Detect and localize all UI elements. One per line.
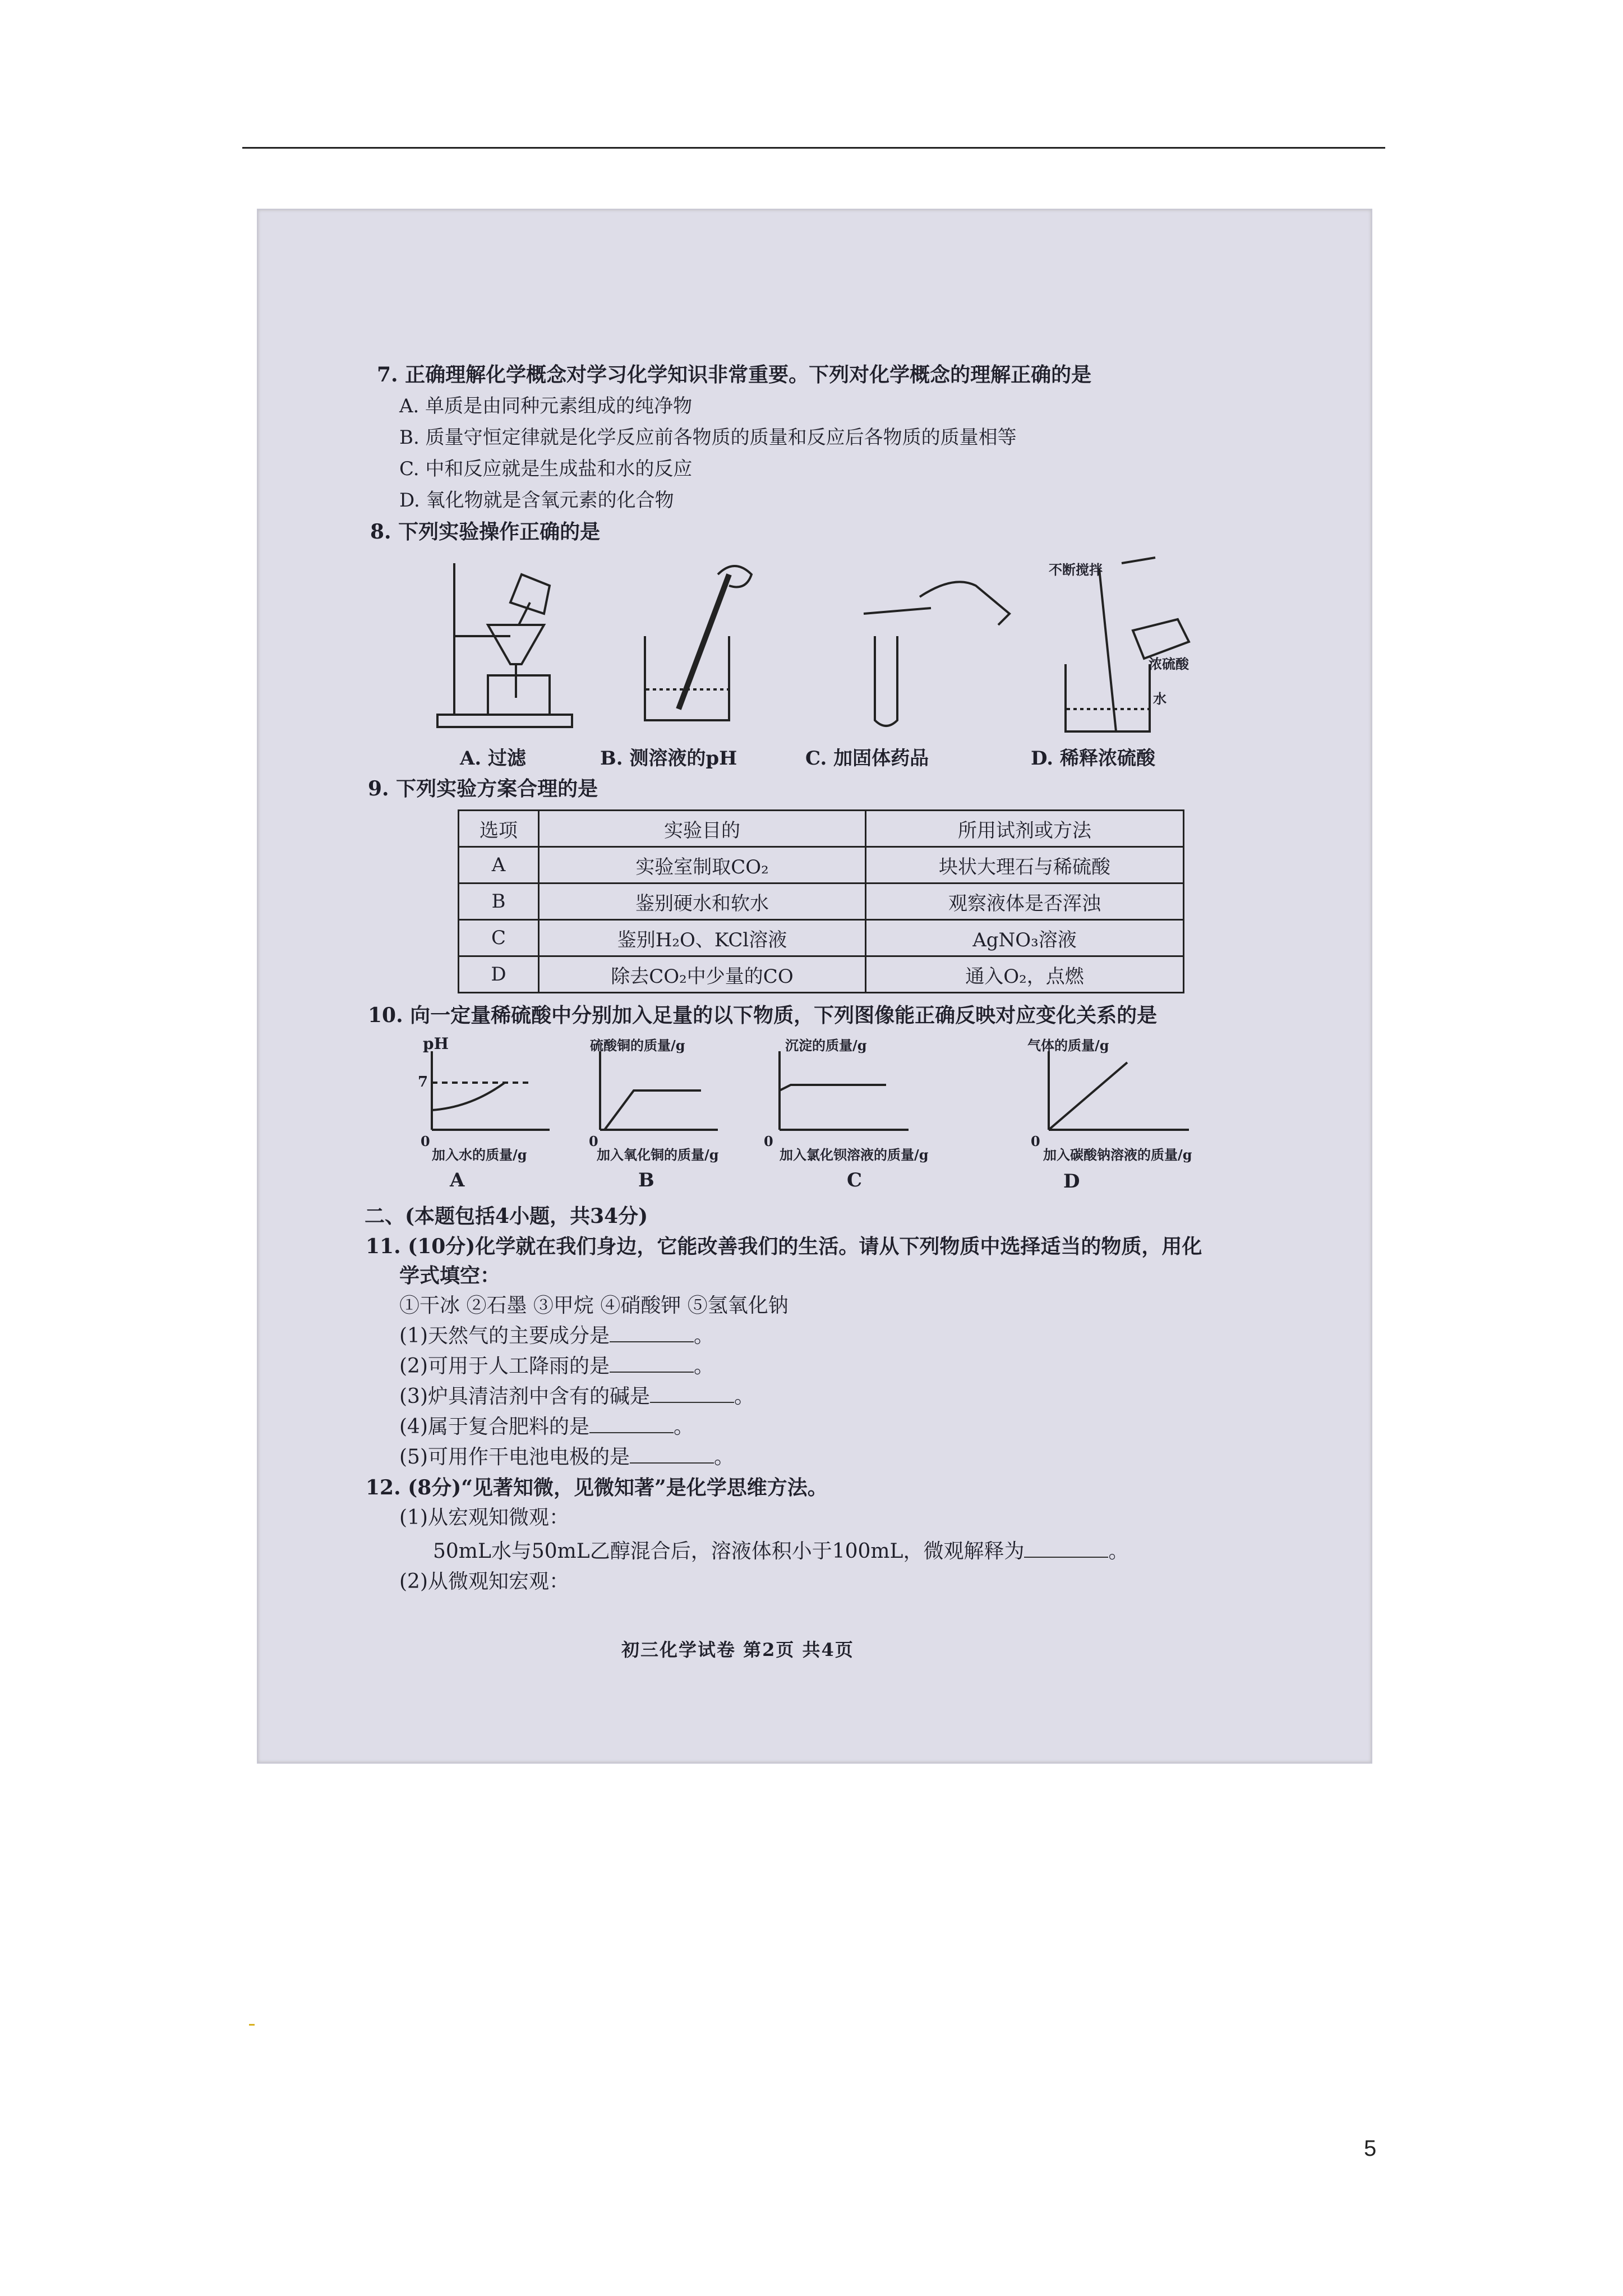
- graph-d-origin: 0: [1031, 1133, 1040, 1149]
- table-cell: AgNO₃溶液: [866, 920, 1184, 956]
- table-row: [459, 847, 1184, 884]
- q11-item-text: (1)天然气的主要成分是: [399, 1324, 610, 1347]
- q11-item-4: (4)属于复合肥料的是 。: [399, 1415, 694, 1438]
- q12-sub2: (2)从微观知宏观：: [399, 1570, 569, 1593]
- graph-b-x-label: 加入氧化铜的质量/g: [597, 1147, 719, 1163]
- q9-table: [458, 809, 1184, 993]
- answer-blank[interactable]: [1024, 1540, 1108, 1558]
- q7-option-c: C. 中和反应就是生成盐和水的反应: [399, 458, 693, 480]
- graph-a-x-label: 加入水的质量/g: [432, 1147, 527, 1163]
- answer-blank[interactable]: [650, 1385, 734, 1403]
- table-header-cell: 选项: [459, 811, 539, 847]
- graph-c: [768, 1046, 914, 1141]
- section-2-heading: 二、(本题包括4小题，共34分): [365, 1204, 648, 1228]
- q11-choices: ①干冰 ②石墨 ③甲烷 ④硝酸钾 ⑤氢氧化钠: [399, 1294, 789, 1317]
- graph-a-y-label: pH: [423, 1034, 449, 1053]
- q12-sub1: (1)从宏观知微观：: [399, 1506, 569, 1529]
- q12-sub1-line: 50mL水与50mL乙醇混合后，溶液体积小于100mL，微观解释为 。: [433, 1540, 1129, 1563]
- q7-option-b: B. 质量守恒定律就是化学反应前各物质的质量和反应后各物质的质量相等: [399, 426, 1017, 449]
- q9-stem: 9. 下列实验方案合理的是: [368, 777, 598, 800]
- graph-c-y-label: 沉淀的质量/g: [785, 1037, 867, 1053]
- q7-stem: 7. 正确理解化学概念对学习化学知识非常重要。下列对化学概念的理解正确的是: [377, 363, 1092, 386]
- solid-addition-apparatus: [864, 582, 1009, 726]
- table-header-cell: 所用试剂或方法: [866, 811, 1184, 847]
- graph-b: [589, 1046, 723, 1141]
- q11-item-2: (2)可用于人工降雨的是 。: [399, 1355, 714, 1378]
- graph-a-origin: 0: [421, 1133, 430, 1149]
- q8-apparatus-illustrations: [415, 552, 1228, 743]
- graph-b-letter: B: [638, 1169, 654, 1191]
- table-cell: 鉴别硬水和软水: [539, 884, 866, 920]
- q11-item-text: (3)炉具清洁剂中含有的碱是: [399, 1385, 650, 1408]
- filtration-apparatus: [437, 563, 572, 727]
- table-header-cell: 实验目的: [539, 811, 866, 847]
- q12-sub1-text: 50mL水与50mL乙醇混合后，溶液体积小于100mL，微观解释为: [433, 1540, 1025, 1563]
- table-header-row: [459, 811, 1184, 847]
- acid-label: 浓硫酸: [1149, 656, 1189, 672]
- stray-mark: [249, 2024, 255, 2026]
- table-cell: D: [459, 956, 539, 993]
- answer-blank[interactable]: [589, 1415, 674, 1433]
- page-number: 5: [1364, 2136, 1377, 2161]
- answer-blank[interactable]: [610, 1355, 694, 1373]
- answer-blank[interactable]: [630, 1446, 714, 1464]
- table-row: [459, 956, 1184, 993]
- q11-item-5: (5)可用作干电池电极的是 。: [399, 1446, 735, 1469]
- q7-option-d: D. 氧化物就是含氧元素的化合物: [399, 489, 674, 512]
- q8-caption-b: B. 测溶液的pH: [600, 747, 737, 770]
- ph-test-apparatus: [645, 566, 751, 720]
- scanned-exam-page: [257, 209, 1372, 1764]
- header-rule: [242, 147, 1385, 149]
- exam-footer: 初三化学试卷 第2页 共4页: [621, 1639, 854, 1660]
- graph-a: [421, 1046, 555, 1141]
- stir-label: 不断搅拌: [1049, 562, 1103, 578]
- q11-item-3: (3)炉具清洁剂中含有的碱是 。: [399, 1385, 755, 1408]
- graph-a-seven: 7: [418, 1074, 428, 1091]
- q7-option-a: A. 单质是由同种元素组成的纯净物: [399, 395, 693, 417]
- answer-blank[interactable]: [610, 1324, 694, 1342]
- q8-stem: 8. 下列实验操作正确的是: [370, 520, 601, 544]
- graph-a-letter: A: [450, 1169, 465, 1191]
- q11-item-text: (2)可用于人工降雨的是: [399, 1355, 610, 1378]
- table-cell: 实验室制取CO₂: [539, 847, 866, 884]
- q12-stem: 12. (8分)“见著知微，见微知著”是化学思维方法。: [366, 1476, 828, 1499]
- graph-c-letter: C: [847, 1169, 863, 1191]
- q11-stem-line2: 学式填空：: [399, 1264, 501, 1287]
- table-row: [459, 920, 1184, 956]
- water-label: 水: [1153, 691, 1166, 707]
- table-cell: 块状大理石与稀硫酸: [866, 847, 1184, 884]
- graph-c-x-label: 加入氯化钡溶液的质量/g: [780, 1147, 929, 1163]
- q8-caption-d: D. 稀释浓硫酸: [1031, 747, 1155, 770]
- graph-b-origin: 0: [589, 1133, 598, 1149]
- graph-d-letter: D: [1063, 1170, 1080, 1193]
- table-cell: 观察液体是否浑浊: [866, 884, 1184, 920]
- table-cell: 鉴别H₂O、KCl溶液: [539, 920, 866, 956]
- q10-stem: 10. 向一定量稀硫酸中分别加入足量的以下物质，下列图像能正确反映对应变化关系的是: [368, 1004, 1158, 1027]
- table-cell: B: [459, 884, 539, 920]
- graph-c-origin: 0: [764, 1133, 773, 1149]
- q11-item-text: (4)属于复合肥料的是: [399, 1415, 589, 1438]
- q8-caption-a: A. 过滤: [460, 747, 527, 770]
- table-cell: 通入O₂，点燃: [866, 956, 1184, 993]
- q8-caption-c: C. 加固体药品: [805, 747, 929, 770]
- dilution-apparatus: [1066, 558, 1189, 731]
- graph-d-x-label: 加入碳酸钠溶液的质量/g: [1043, 1147, 1192, 1163]
- table-row: [459, 884, 1184, 920]
- graph-b-y-label: 硫酸铜的质量/g: [590, 1037, 685, 1053]
- q11-stem-line1: 11. (10分)化学就在我们身边，它能改善我们的生活。请从下列物质中选择适当的物质，用化: [366, 1235, 1202, 1258]
- graph-d: [1038, 1046, 1195, 1141]
- table-cell: 除去CO₂中少量的CO: [539, 956, 866, 993]
- q11-item-1: (1)天然气的主要成分是 。: [399, 1324, 714, 1347]
- table-cell: A: [459, 847, 539, 884]
- graph-d-y-label: 气体的质量/g: [1027, 1037, 1109, 1053]
- table-cell: C: [459, 920, 539, 956]
- q11-item-text: (5)可用作干电池电极的是: [399, 1446, 630, 1469]
